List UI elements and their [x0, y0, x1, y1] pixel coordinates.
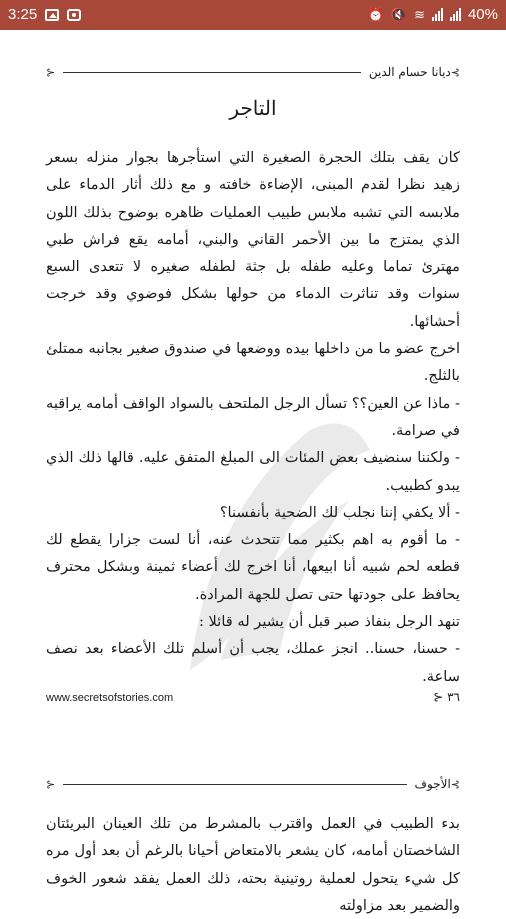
page-body	[46, 144, 460, 690]
wifi-icon: ≋	[414, 6, 425, 22]
mute-icon: 🔇	[390, 6, 408, 22]
battery-percent: 40%	[467, 6, 498, 23]
chapter-title: التاجر	[229, 96, 277, 120]
header-ornament-right-icon: ⊱	[450, 777, 460, 791]
header-book-title: الأجوف	[414, 777, 451, 791]
status-bar	[0, 0, 506, 30]
camera-notification-icon	[67, 9, 81, 21]
page-body-next	[46, 810, 460, 919]
paragraph: بدء الطبيب في العمل واقترب بالمشرط من تلك العينان البريئتان الشاخصتان أمامه، كان يشعر بالامتعاض أحيانا بالرغم أن بعد أول مره كل شيء يتحول لعملية روتينية بحته، ذلك العمل يفقد شعور الخوف والضمير بعد مزاولته	[46, 815, 460, 914]
header-author: ديانا حسام الدين	[368, 65, 451, 79]
page-header-next	[46, 776, 460, 792]
page-number-ornament-icon: ⊱	[433, 690, 444, 704]
signal-icon	[432, 8, 443, 21]
paragraph: اخرج عضو ما من داخلها بيده ووضعها في صندوق صغير بجانبه ممتلئ بالثلج.	[46, 340, 460, 385]
paragraph: - ألا يكفي إننا نجلب لك الضحية بأنفسنا؟	[219, 503, 460, 521]
paragraph: - ماذا عن العين؟؟ تسأل الرجل الملتحف بالسواد الواقف أمامه يراقبه في صرامة.	[46, 394, 460, 439]
paragraph: - ما أقوم به اهم بكثير مما تتحدث عنه، أنا لست جزارا يقطع لك قطعه لحم شبيه أنا ابيعها، أنا اخرج لك أعضاء ثمينة وبشكل محترف يحافظ على جودتها حتى تصل للجهة المرادة.	[46, 531, 460, 603]
header-ornament-left-icon: ⊰	[46, 65, 56, 79]
header-divider	[63, 72, 361, 73]
page-number	[433, 690, 460, 704]
gallery-notification-icon	[45, 9, 59, 21]
header-ornament-right-icon: ⊱	[450, 65, 460, 79]
page-header	[46, 64, 460, 80]
status-time: 3:25	[8, 6, 38, 23]
paragraph: - حسنا، حسنا.. انجز عملك، يجب أن أسلم تلك الأعضاء بعد نصف ساعة.	[46, 640, 460, 685]
header-divider	[63, 784, 406, 785]
signal-2-icon	[450, 8, 461, 21]
paragraph: تنهد الرجل بنفاذ صبر قبل أن يشير له قائلا :	[199, 613, 460, 631]
paragraph: كان يقف بتلك الحجرة الصغيرة التي استأجرها بجوار منزله بسعر زهيد نظرا لقدم المبنى، الإضاءة خافته و مع ذلك أثار الدماء على ملابسه التي تشبه ملابس طبيب العمليات ظاهره بوضوح بذلك اللون الذي يمتزج ما بين الأحمر القاني والبني، أمامه يقع فراش طبي مهترئ تماما وعليه طفله بل جثة لطفله صغيره لا تتعدى السبع سنوات وقد تناثرت الدماء من حولها بشكل فوضوي وقد خرجت أحشائها.	[46, 149, 460, 330]
paragraph: - ولكننا سنضيف بعض المئات الى المبلغ المتفق عليه. قالها ذلك الذي يبدو كطبيب.	[46, 449, 460, 494]
header-ornament-left-icon: ⊰	[46, 777, 56, 791]
page-number-value: ٣٦	[447, 690, 460, 704]
book-page-viewer[interactable]	[0, 30, 506, 914]
alarm-icon: ⏰	[367, 6, 384, 22]
page-footer	[46, 690, 460, 708]
footer-url: www.secretsofstories.com	[46, 692, 174, 704]
